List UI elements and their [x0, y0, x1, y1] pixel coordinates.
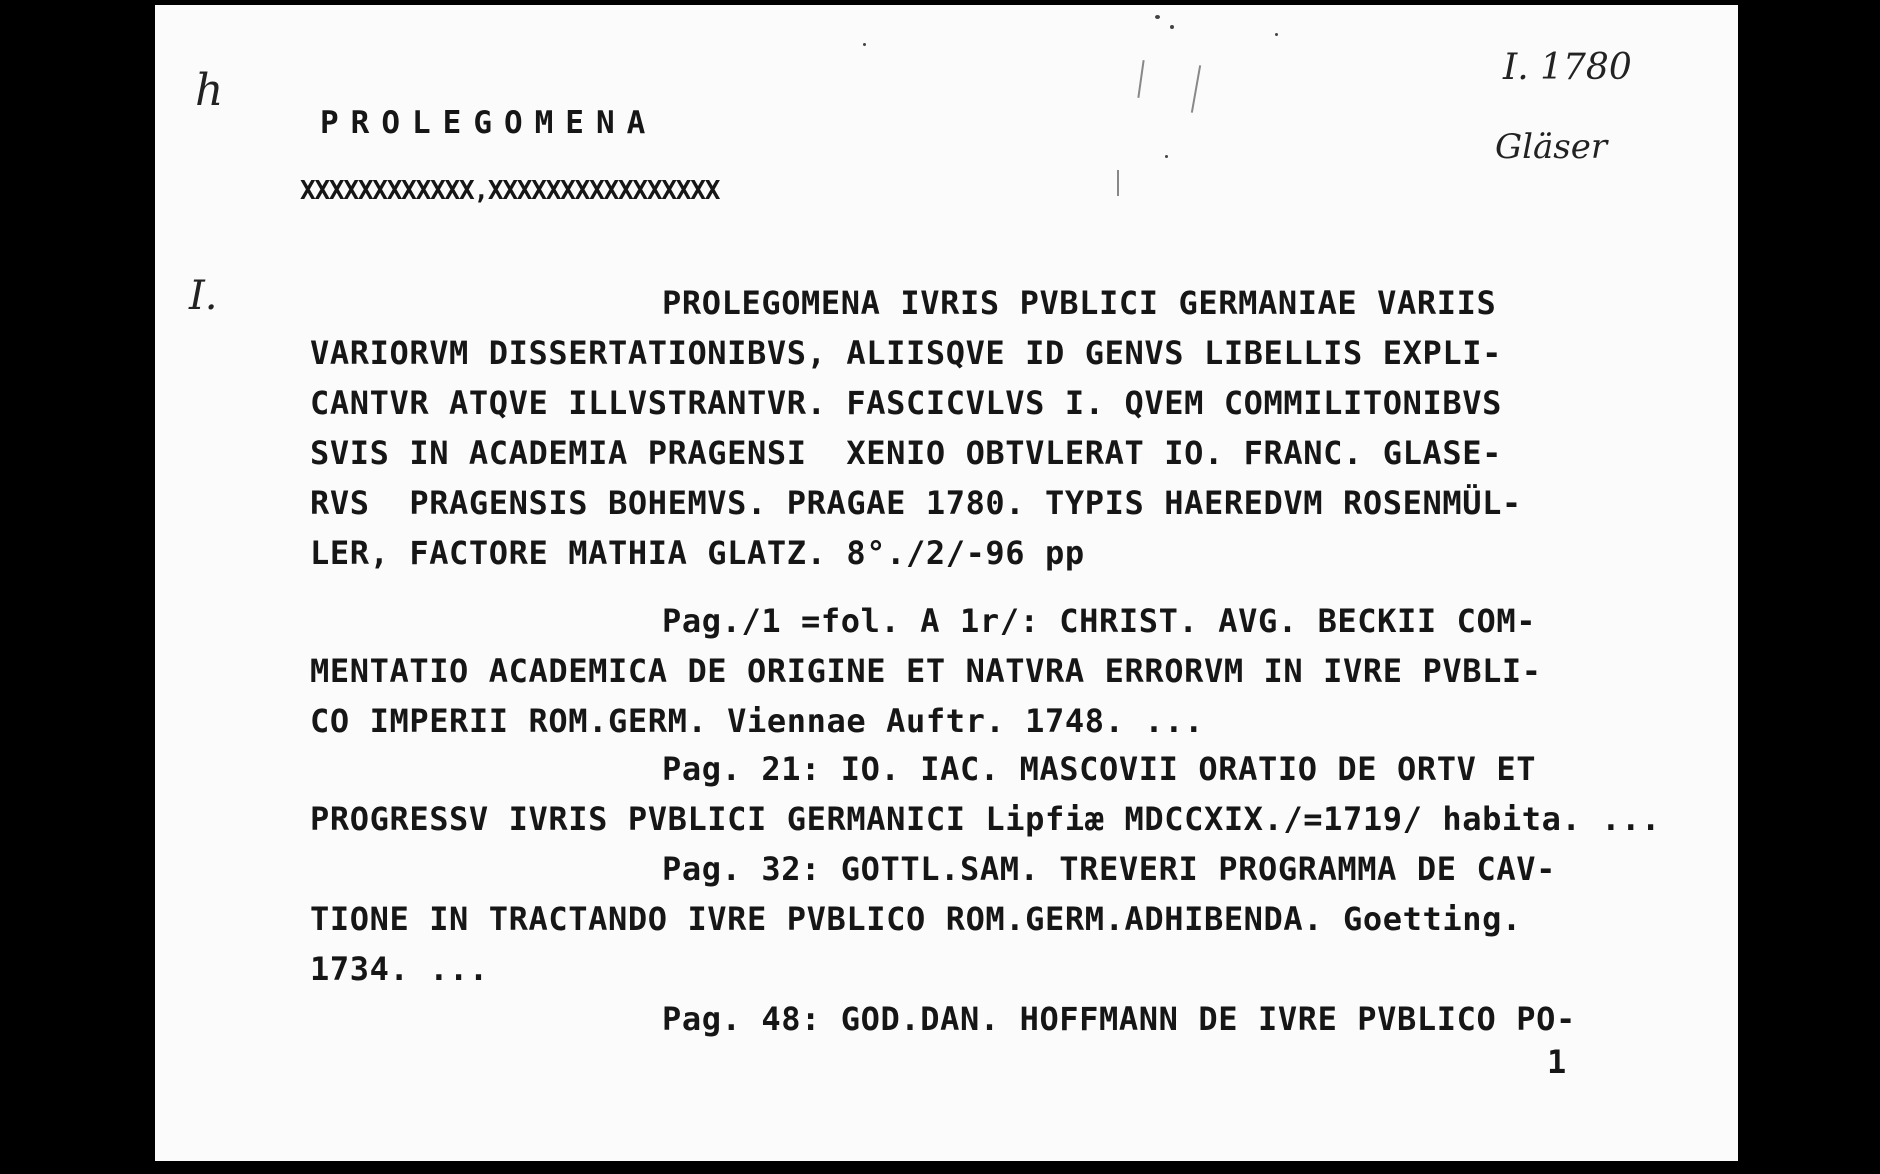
struck-out-line: XXXXXXXXXXXX,XXXXXXXXXXXXXXXX — [300, 176, 720, 206]
contents-line: 1734. ... — [310, 950, 489, 988]
entry-line: VARIORVM DISSERTATIONIBVS, ALIISQVE ID GENVS LIBELLIS EXPLI- — [310, 334, 1502, 372]
contents-line: Pag. 21: IO. IAC. MASCOVII ORATIO DE ORTV ET — [662, 750, 1537, 788]
entry-line: LER, FACTORE MATHIA GLATZ. 8°./2/-96 pp — [310, 534, 1085, 572]
card-heading: PROLEGOMENA — [320, 105, 658, 141]
scan-scratch — [1137, 60, 1144, 98]
scan-scratch — [1117, 170, 1119, 196]
entry-line: PROLEGOMENA IVRIS PVBLICI GERMANIAE VARIIS — [662, 284, 1497, 322]
contents-line: Pag. 48: GOD.DAN. HOFFMANN DE IVRE PVBLICO PO- — [662, 1000, 1576, 1038]
contents-line: TIONE IN TRACTANDO IVRE PVBLICO ROM.GERM.ADHIBENDA. Goetting. — [310, 900, 1522, 938]
contents-line: MENTATIO ACADEMICA DE ORIGINE ET NATVRA ERRORVM IN IVRE PVBLI- — [310, 652, 1542, 690]
scan-scratch — [1191, 65, 1201, 113]
catalog-card — [155, 5, 1738, 1161]
contents-line: Pag. 32: GOTTL.SAM. TREVERI PROGRAMMA DE CAV- — [662, 850, 1556, 888]
contents-line: Pag./1 =fol. A 1r/: CHRIST. AVG. BECKII COM- — [662, 602, 1537, 640]
scan-speck — [1155, 15, 1160, 19]
contents-line: CO IMPERII ROM.GERM. Viennae Auftr. 1748. ... — [310, 702, 1204, 740]
scan-speck — [1275, 33, 1278, 36]
entry-line: CANTVR ATQVE ILLVSTRANTVR. FASCICVLVS I. QVEM COMMILITONIBVS — [310, 384, 1502, 422]
entry-line: SVIS IN ACADEMIA PRAGENSI XENIO OBTVLERAT IO. FRANC. GLASE- — [310, 434, 1502, 472]
scan-speck — [863, 43, 866, 46]
scan-speck — [1165, 155, 1168, 158]
handwritten-name: Gläser — [1495, 127, 1608, 167]
contents-line: PROGRESSV IVRIS PVBLICI GERMANICI Lipfiæ MDCCXIX./=1719/ habita. ... — [310, 800, 1661, 838]
scan-speck — [1170, 25, 1174, 29]
handwritten-corner-mark: h — [195, 65, 224, 116]
entry-line: RVS PRAGENSIS BOHEMVS. PRAGAE 1780. TYPIS HAEREDVM ROSENMÜL- — [310, 484, 1522, 522]
handwritten-reference: I. 1780 — [1503, 47, 1632, 88]
page-number: 1 — [1547, 1043, 1567, 1081]
handwritten-section-mark: I. — [189, 273, 218, 319]
